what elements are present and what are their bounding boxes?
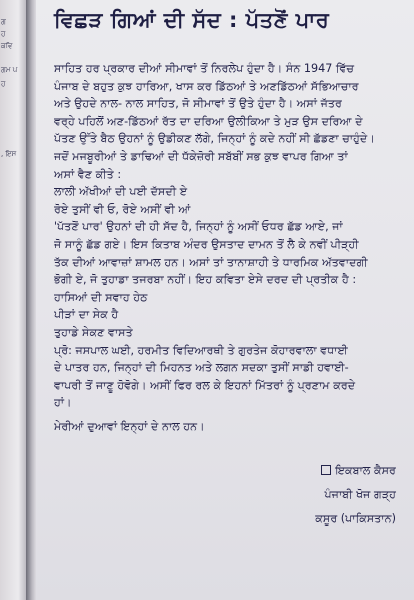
closing-line: ਮੇਰੀਆਂ ਦੁਆਵਾਂ ਇਨ੍ਹਾਂ ਦੇ ਨਾਲ ਹਨ। bbox=[54, 419, 205, 433]
verse-line: ਰੋਏ ਤੁਸੀਂ ਵੀ ਓ, ਰੋਏ ਅਸੀਂ ਵੀ ਆਂ bbox=[54, 202, 191, 216]
text-line: ਤੱਕ ਦੀਆਂ ਆਵਾਜ਼ਾਂ ਸ਼ਾਮਲ ਹਨ। ਅਸਾਂ ਤਾਂ ਤਾਨਾਸ਼ਾਹੀ ਤੇ ਧਾਰਮਿਕ ਅੱਤਵਾਦਗੀ bbox=[54, 255, 368, 269]
text-line: ਪ੍ਰੋ: ਜਸਪਾਲ ਘਈ, ਹਰਮੀਤ ਵਿਦਿਆਰਥੀ ਤੇ ਗੁਰਤੇਜ ਕੋਹਾਰਵਾਲਾ ਵਧਾਈ bbox=[54, 343, 348, 357]
verse-line: ਤੁਹਾਡੇ ਸੇਕਣ ਵਾਸਤੇ bbox=[54, 325, 133, 339]
left-page-fragment: ਗਮ ਪ bbox=[1, 66, 18, 74]
left-page-fragment: ਗ bbox=[1, 18, 6, 26]
verse-line: ਪੀੜਾਂ ਦਾ ਸੇਕ ਹੈ bbox=[54, 308, 119, 322]
page-title: ਵਿਛੜ ਗਿਆਂ ਦੀ ਸੱਦ : ਪੱਤਣੋਂ ਪਾਰ bbox=[54, 8, 330, 32]
text-line: ਵਰ੍ਹੇ ਪਹਿਲੋਂ ਅਣ-ਡਿੱਠਆਂ ਰੱਤ ਦਾ ਦਰਿਆ ਉਲੀਕਿਆ ਤੇ ਮੁੜ ਉਸ ਦਰਿਆ ਦੇ bbox=[54, 114, 363, 128]
text-line: 'ਪੱਤਣੋਂ ਪਾਰ' ਉਹਨਾਂ ਦੀ ਹੀ ਸੱਦ ਹੈ, ਜਿਨ੍ਹਾਂ ਨੂੰ ਅਸੀਂ ਓਧਰ ਛੱਡ ਆਏ, ਜਾਂ bbox=[54, 220, 343, 234]
text-line: ਪੱਤਣ ਉੱਤੇ ਬੈਠ ਉਹਨਾਂ ਨੂੰ ਉਡੀਕਣ ਲੱਗੇ, ਜਿਨ੍ਹਾਂ ਨੂੰ ਕਦੇ ਨਹੀਂ ਸੀ ਛੱਡਣਾ ਚਾਹੁੰਦੇ। bbox=[54, 132, 375, 146]
body-text bbox=[54, 60, 402, 435]
text-line: ਜੋ ਸਾਨੂੰ ਛੱਡ ਗਏ। ਇਸ ਕਿਤਾਬ ਅੰਦਰ ਉਸਤਾਦ ਦਾਮਨ ਤੋਂ ਲੈ ਕੇ ਨਵੀਂ ਪੀੜ੍ਹੀ bbox=[54, 237, 359, 251]
verse-line: ਹਾਸਿਆਂ ਦੀ ਸਵਾਹ ਹੇਠ bbox=[54, 290, 148, 304]
left-page-edge bbox=[0, 0, 26, 600]
text-line: ਭੋਗੀ ਏ, ਜੋ ਤੁਹਾਡਾ ਤਜਰਬਾ ਨਹੀਂ। ਇਹ ਕਵਿਤਾ ਏਸੇ ਦਰਦ ਦੀ ਪ੍ਰਤੀਕ ਹੈ : bbox=[54, 273, 357, 287]
verse-line: ਲਾਲੀ ਅੱਖੀਆਂ ਦੀ ਪਈ ਦੱਸਦੀ ਏ bbox=[54, 185, 188, 199]
left-page-fragment: ਕਵਿ bbox=[1, 42, 13, 50]
left-page-fragment: , ਇਸ bbox=[1, 150, 17, 158]
text-line: ਹਾਂ। bbox=[54, 396, 72, 410]
left-page-fragment: ਹ bbox=[1, 30, 6, 38]
text-line: ਜਦੋਂ ਮਜਬੂਰੀਆਂ ਤੇ ਡਾਢਿਆਂ ਦੀ ਧੱਕੇਜ਼ੋਰੀ ਸਬੱਬੀਂ ਸਭ ਕੁਝ ਵਾਪਰ ਗਿਆ ਤਾਂ bbox=[54, 149, 348, 163]
text-line: ਵਾਪਰੀ ਤੋਂ ਜਾਣੂ ਹੋਵੋਗੇ। ਅਸੀਂ ਫਿਰ ਰਲ ਕੇ ਇਹਨਾਂ ਮਿੱਤਰਾਂ ਨੂੰ ਪ੍ਰਣਾਮ ਕਰਦੇ bbox=[54, 378, 356, 392]
text-line: ਅਤੇ ਉਹਦੇ ਨਾਲ- ਨਾਲ ਸਾਹਿਤ, ਜੋ ਸੀਮਾਵਾਂ ਤੋਂ ਉਤੇ ਹੁੰਦਾ ਹੈ। ਅਸਾਂ ਜੱਤਰ bbox=[54, 97, 342, 111]
left-page-fragment: ਹ bbox=[1, 80, 6, 88]
book-gutter bbox=[26, 0, 36, 600]
text-line: ਅਸਾਂ ਵੈਣ ਕੀਤੇ : bbox=[54, 167, 122, 181]
signature-name: ਇਕਬਾਲ ਕੈਸਰ bbox=[335, 464, 396, 477]
text-line: ਪੰਜਾਬ ਦੇ ਬਹੁਤ ਕੁਝ ਹਾਰਿਆ, ਖਾਸ ਕਰ ਡਿੱਠਆਂ ਤੇ ਅਣਡਿੱਠਆਂ ਸੱਭਿਆਚਾਰ bbox=[54, 79, 359, 93]
text-line: ਦੇ ਪਾਤਰ ਹਨ, ਜਿਨ੍ਹਾਂ ਦੀ ਮਿਹਨਤ ਅਤੇ ਲਗਨ ਸਦਕਾ ਤੁਸੀਂ ਸਾਡੀ ਹਵਾਈ- bbox=[54, 361, 349, 375]
text-line: ਸਾਹਿਤ ਹਰ ਪ੍ਰਕਾਰ ਦੀਆਂ ਸੀਮਾਵਾਂ ਤੋਂ ਨਿਰਲੇਪ ਹੁੰਦਾ ਹੈ। ਸੰਨ 1947 ਵਿੱਚ bbox=[54, 62, 355, 75]
signature-name-row bbox=[321, 462, 396, 480]
signature-place: ਕਸੂਰ (ਪਾਕਿਸਤਾਨ) bbox=[315, 512, 396, 525]
book-page bbox=[36, 0, 414, 600]
checkbox-square-icon bbox=[321, 465, 331, 475]
signature-org: ਪੰਜਾਬੀ ਖੋਜ ਗੜ੍ਹ bbox=[324, 488, 396, 501]
